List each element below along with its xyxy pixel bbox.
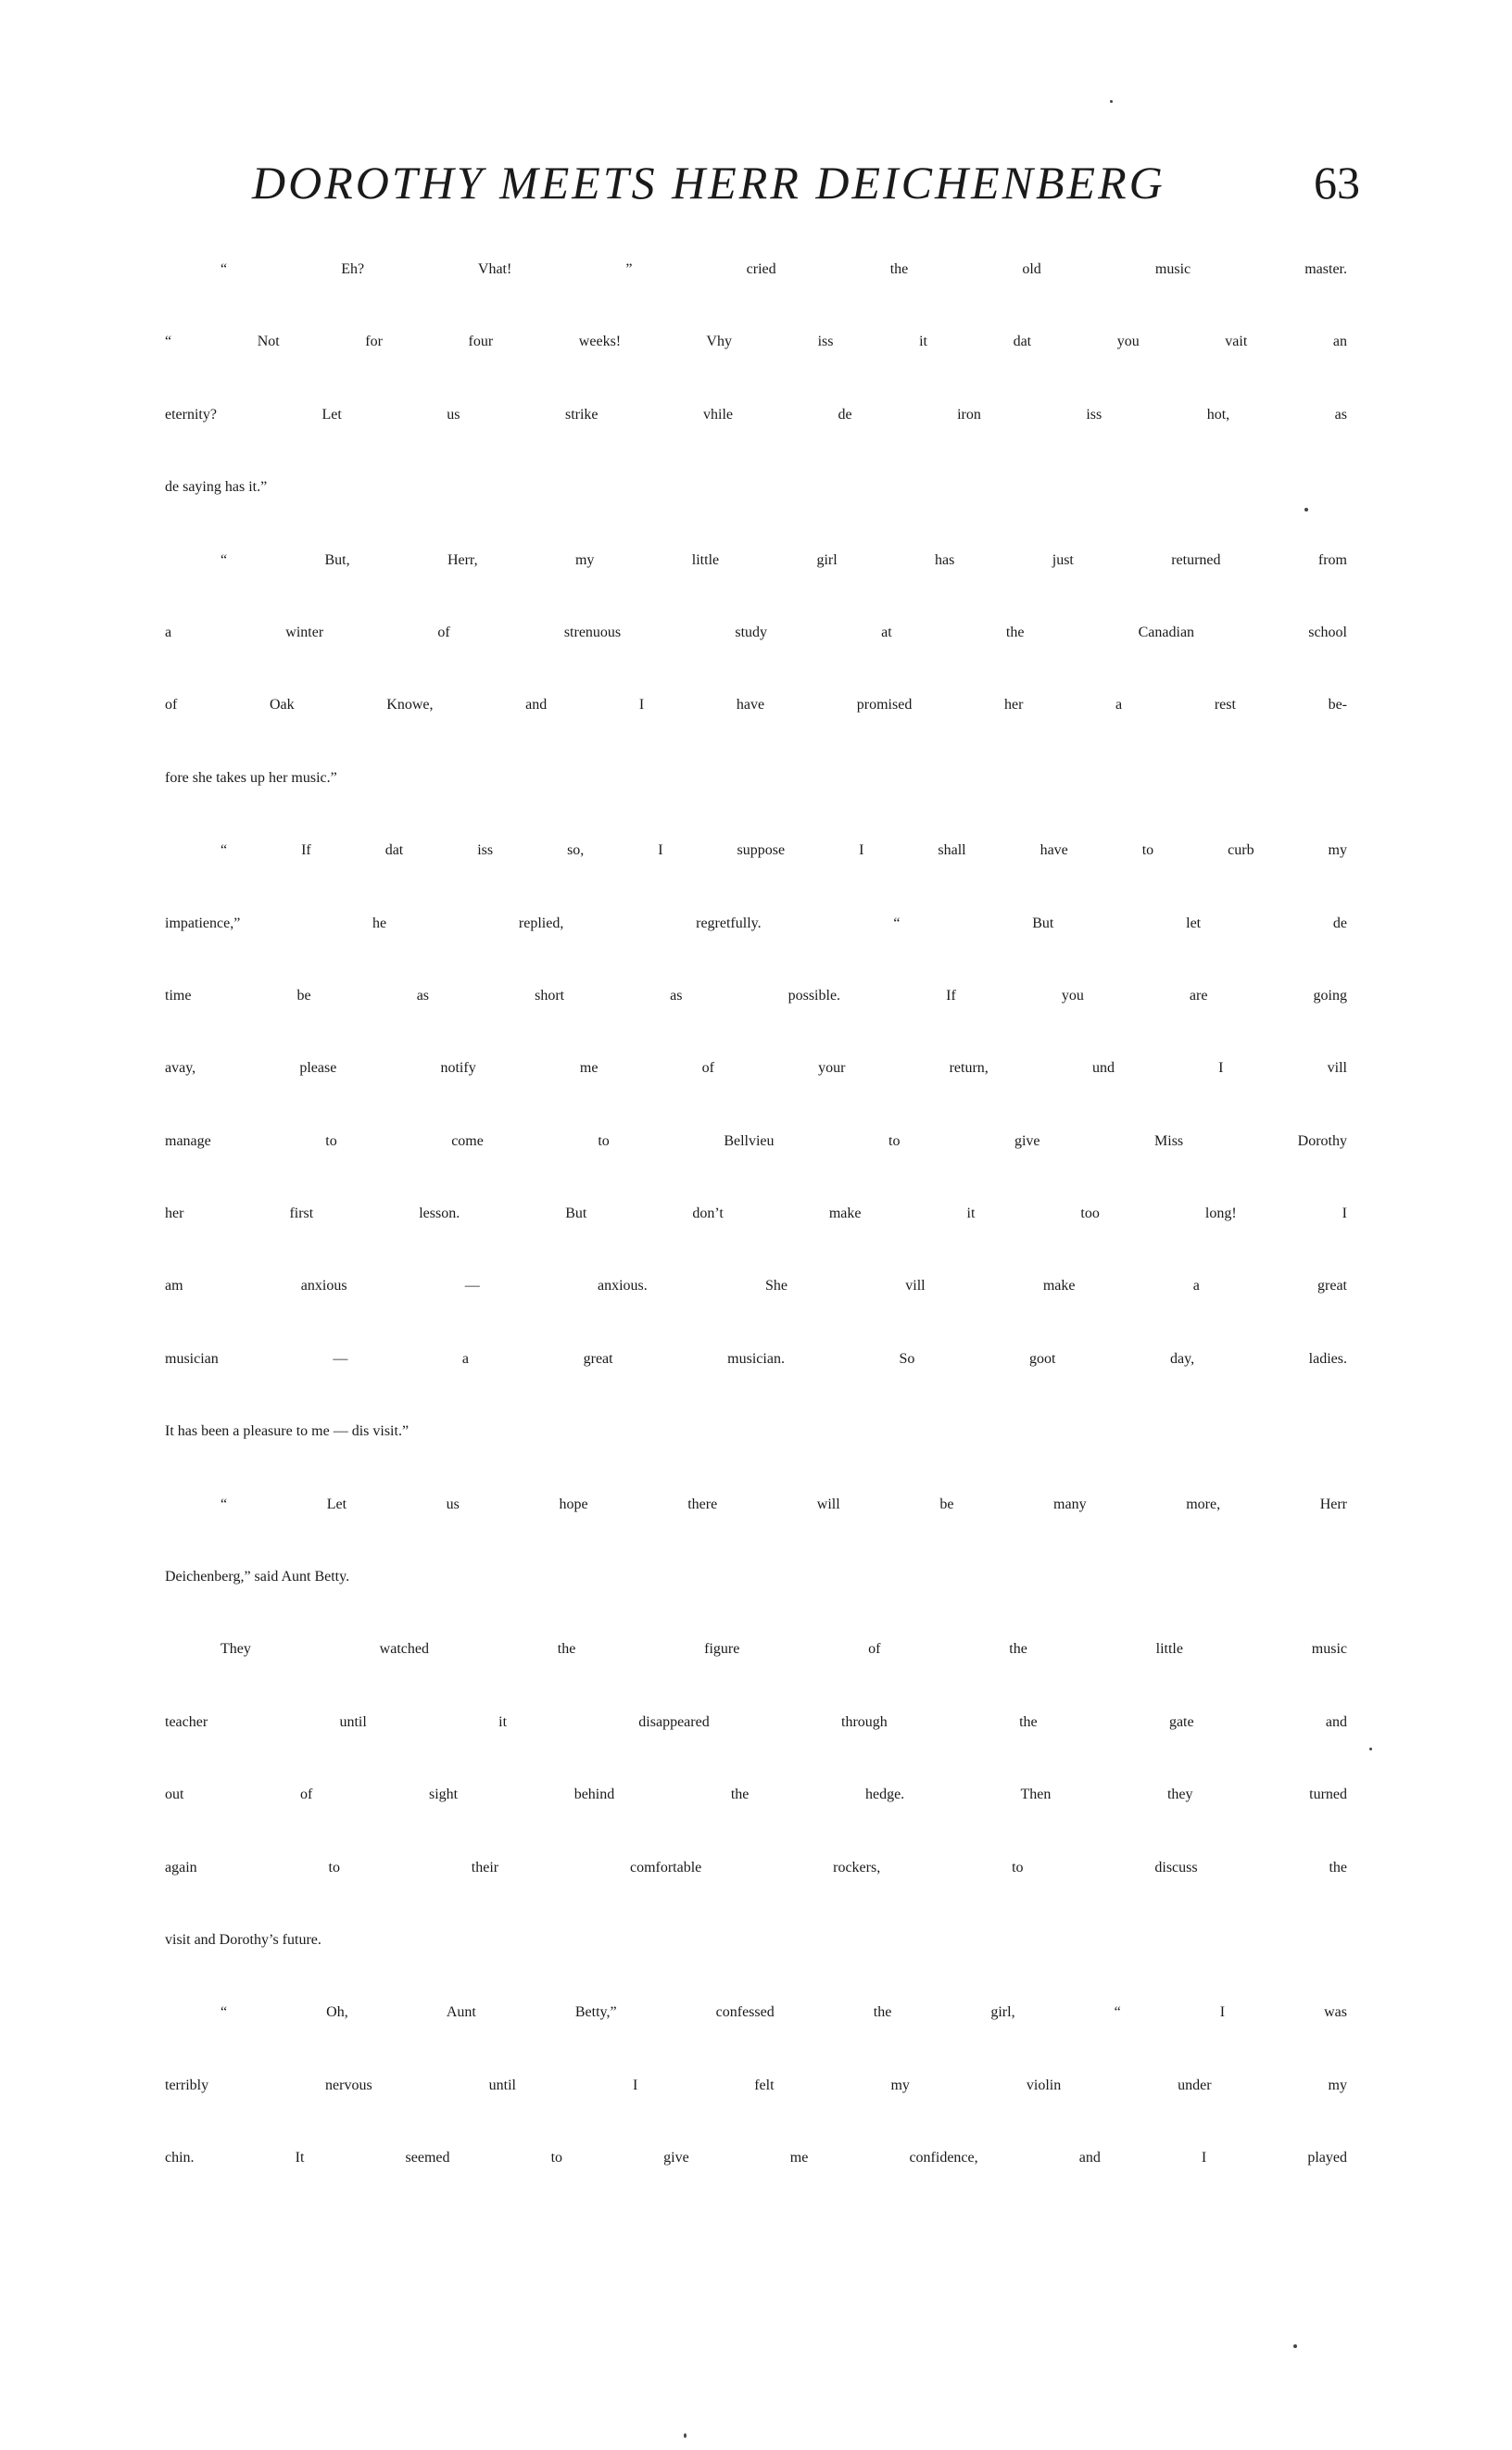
text-line: chin. It seemed to give me confidence, and I played — [165, 2150, 1347, 2166]
text-line: Deichenberg,” said Aunt Betty. — [165, 1569, 350, 1585]
scan-speck — [684, 2433, 687, 2438]
text-line: “ Not for four weeks! Vhy iss it dat you vait an — [165, 334, 1347, 350]
text-line: again to their comfortable rockers, to discuss the — [165, 1859, 1347, 1875]
text-line: of Oak Knowe, and I have promised her a rest be- — [165, 697, 1347, 714]
text-line: teacher until it disappeared through the gate and — [165, 1713, 1347, 1730]
text-line: “ Oh, Aunt Betty,” confessed the girl, “ I was — [220, 2004, 1347, 2021]
scan-speck — [1293, 2344, 1297, 2348]
text-line: fore she takes up her music.” — [165, 769, 337, 786]
text-line: “ But, Herr, my little girl has just returned from — [220, 551, 1347, 568]
text-line: musician — a great musician. So goot day, ladies. — [165, 1350, 1347, 1367]
text-line: avay, please notify me of your return, und I vill — [165, 1060, 1347, 1077]
running-title: DOROTHY MEETS HERR DEICHENBERG — [252, 157, 1166, 208]
text-line: visit and Dorothy’s future. — [165, 1931, 321, 1948]
text-line: out of sight behind the hedge. Then they turned — [165, 1787, 1347, 1803]
scan-speck — [1369, 1748, 1372, 1750]
text-line: impatience,” he replied, regretfully. “ But let de — [165, 915, 1347, 931]
text-line: They watched the figure of the little music — [220, 1641, 1347, 1658]
page-number: 63 — [1314, 157, 1360, 208]
text-line: “ Eh? Vhat! ” cried the old music master. — [220, 261, 1347, 277]
text-line: terribly nervous until I felt my violin under my — [165, 2077, 1347, 2093]
text-line: manage to come to Bellvieu to give Miss Dorothy — [165, 1132, 1347, 1149]
text-line: time be as short as possible. If you are going — [165, 987, 1347, 1004]
text-line: “ If dat iss so, I suppose I shall have to curb my — [220, 842, 1347, 859]
text-line: It has been a pleasure to me — dis visit.” — [165, 1423, 410, 1440]
scan-speck — [1110, 100, 1113, 103]
body-text — [165, 261, 1347, 2223]
running-head — [252, 156, 1360, 221]
scan-speck — [1304, 508, 1308, 511]
text-line: “ Let us hope there will be many more, Herr — [220, 1496, 1347, 1512]
text-line: her first lesson. But don’t make it too long! I — [165, 1206, 1347, 1222]
text-line: a winter of strenuous study at the Canadian school — [165, 624, 1347, 640]
text-line: eternity? Let us strike vhile de iron iss hot, as — [165, 406, 1347, 423]
text-line: am anxious — anxious. She vill make a great — [165, 1278, 1347, 1294]
text-line: de saying has it.” — [165, 479, 268, 496]
